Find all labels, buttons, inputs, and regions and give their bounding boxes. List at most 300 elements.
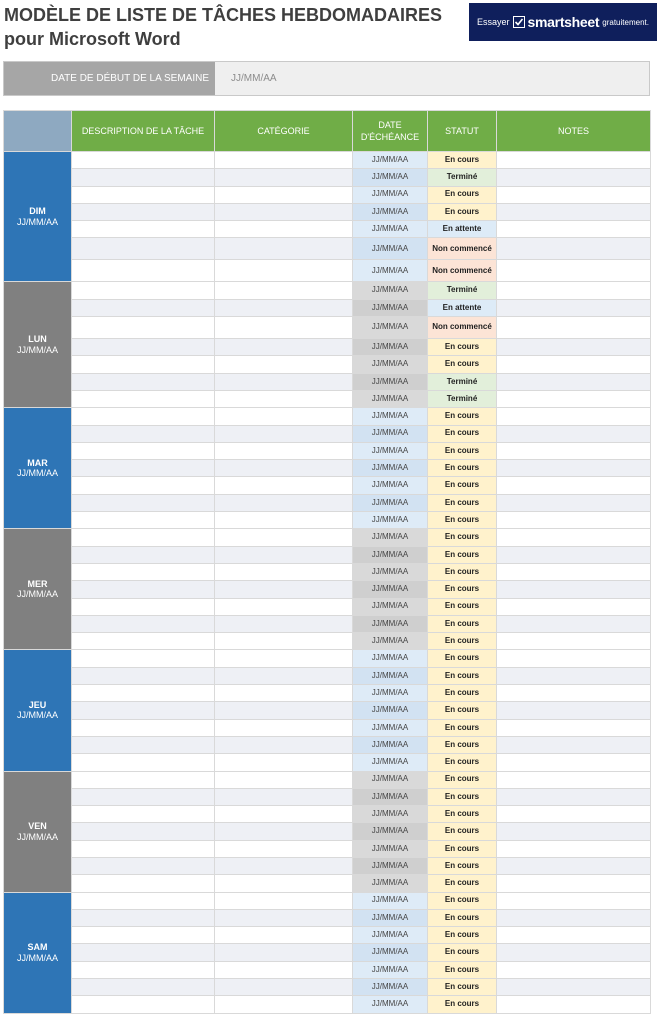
task-due-date-cell[interactable]: JJ/MM/AA: [353, 425, 428, 442]
task-notes-cell[interactable]: [497, 460, 651, 477]
task-notes-cell[interactable]: [497, 425, 651, 442]
task-status-cell[interactable]: En cours: [428, 685, 497, 702]
task-category-cell[interactable]: [215, 169, 353, 186]
table-row: [4, 806, 651, 823]
task-notes-cell[interactable]: [497, 840, 651, 857]
task-due-date-cell[interactable]: JJ/MM/AA: [353, 598, 428, 615]
task-notes-cell[interactable]: [497, 857, 651, 874]
day-date: JJ/MM/AA: [16, 589, 58, 600]
task-due-date-cell[interactable]: JJ/MM/AA: [353, 979, 428, 996]
task-description-cell[interactable]: [72, 685, 215, 702]
task-status-cell[interactable]: En cours: [428, 203, 497, 220]
task-category-cell[interactable]: [215, 238, 353, 260]
task-due-date-cell[interactable]: JJ/MM/AA: [353, 771, 428, 788]
task-notes-cell[interactable]: [497, 152, 651, 169]
task-description-cell[interactable]: [72, 512, 215, 529]
table-row: [4, 771, 651, 788]
task-notes-cell[interactable]: [497, 339, 651, 356]
task-status-cell[interactable]: En cours: [428, 979, 497, 996]
day-cell-jeu: [4, 650, 72, 771]
task-status-cell[interactable]: En cours: [428, 494, 497, 511]
task-category-cell[interactable]: [215, 736, 353, 753]
table-row: [4, 961, 651, 978]
task-status-cell[interactable]: En cours: [428, 909, 497, 926]
task-due-date-cell[interactable]: JJ/MM/AA: [353, 840, 428, 857]
task-status-cell[interactable]: Terminé: [428, 390, 497, 407]
task-due-date-cell[interactable]: JJ/MM/AA: [353, 702, 428, 719]
week-start-bar: [3, 61, 650, 96]
task-description-cell[interactable]: [72, 806, 215, 823]
table-row: [4, 408, 651, 425]
task-status-cell[interactable]: En cours: [428, 546, 497, 563]
task-notes-cell[interactable]: [497, 477, 651, 494]
task-description-cell[interactable]: [72, 563, 215, 580]
task-description-cell[interactable]: [72, 494, 215, 511]
task-category-cell[interactable]: [215, 299, 353, 316]
task-notes-cell[interactable]: [497, 529, 651, 546]
task-category-cell[interactable]: [215, 927, 353, 944]
task-status-cell[interactable]: En cours: [428, 736, 497, 753]
task-description-cell[interactable]: [72, 771, 215, 788]
task-description-cell[interactable]: [72, 667, 215, 684]
table-row: [4, 875, 651, 892]
task-category-cell[interactable]: [215, 477, 353, 494]
task-status-cell[interactable]: En cours: [428, 961, 497, 978]
task-notes-cell[interactable]: [497, 494, 651, 511]
task-notes-cell[interactable]: [497, 186, 651, 203]
task-notes-cell[interactable]: [497, 771, 651, 788]
task-description-cell[interactable]: [72, 390, 215, 407]
task-category-cell[interactable]: [215, 909, 353, 926]
task-status-cell[interactable]: En cours: [428, 563, 497, 580]
task-category-cell[interactable]: [215, 788, 353, 805]
task-description-cell[interactable]: [72, 961, 215, 978]
task-description-cell[interactable]: [72, 996, 215, 1013]
task-description-cell[interactable]: [72, 238, 215, 260]
day-name: SAM: [27, 942, 48, 953]
task-category-cell[interactable]: [215, 408, 353, 425]
task-description-cell[interactable]: [72, 203, 215, 220]
task-category-cell[interactable]: [215, 203, 353, 220]
table-row: [4, 442, 651, 459]
task-description-cell[interactable]: [72, 944, 215, 961]
task-description-cell[interactable]: [72, 460, 215, 477]
table-row: [4, 356, 651, 373]
task-category-cell[interactable]: [215, 650, 353, 667]
task-status-cell[interactable]: En cours: [428, 840, 497, 857]
task-description-cell[interactable]: [72, 633, 215, 650]
task-category-cell[interactable]: [215, 615, 353, 632]
task-status-cell[interactable]: En cours: [428, 186, 497, 203]
task-status-cell[interactable]: Terminé: [428, 282, 497, 299]
table-row: [4, 425, 651, 442]
table-row: [4, 702, 651, 719]
task-notes-cell[interactable]: [497, 598, 651, 615]
task-status-cell[interactable]: En cours: [428, 650, 497, 667]
day-cell-dim: [4, 152, 72, 282]
task-due-date-cell[interactable]: JJ/MM/AA: [353, 944, 428, 961]
task-notes-cell[interactable]: [497, 390, 651, 407]
table-row: [4, 840, 651, 857]
task-notes-cell[interactable]: [497, 260, 651, 282]
task-category-cell[interactable]: [215, 840, 353, 857]
table-row: [4, 317, 651, 339]
table-row: [4, 857, 651, 874]
task-status-cell[interactable]: Non commencé: [428, 260, 497, 282]
table-row: [4, 512, 651, 529]
table-row: [4, 633, 651, 650]
task-category-cell[interactable]: [215, 512, 353, 529]
day-cell-mar: [4, 408, 72, 529]
task-description-cell[interactable]: [72, 719, 215, 736]
week-start-input[interactable]: JJ/MM/AA: [215, 62, 649, 95]
table-row: [4, 221, 651, 238]
task-due-date-cell[interactable]: JJ/MM/AA: [353, 238, 428, 260]
table-row: [4, 299, 651, 316]
task-status-cell[interactable]: En cours: [428, 581, 497, 598]
task-category-cell[interactable]: [215, 685, 353, 702]
task-notes-cell[interactable]: [497, 282, 651, 299]
task-notes-cell[interactable]: [497, 408, 651, 425]
task-due-date-cell[interactable]: JJ/MM/AA: [353, 260, 428, 282]
task-description-cell[interactable]: [72, 221, 215, 238]
task-notes-cell[interactable]: [497, 317, 651, 339]
task-status-cell[interactable]: Terminé: [428, 373, 497, 390]
task-notes-cell[interactable]: [497, 546, 651, 563]
task-status-cell[interactable]: En cours: [428, 408, 497, 425]
task-description-cell[interactable]: [72, 615, 215, 632]
task-status-cell[interactable]: En cours: [428, 460, 497, 477]
table-row: [4, 169, 651, 186]
task-due-date-cell[interactable]: JJ/MM/AA: [353, 186, 428, 203]
task-description-cell[interactable]: [72, 546, 215, 563]
task-category-cell[interactable]: [215, 260, 353, 282]
task-status-cell[interactable]: En cours: [428, 944, 497, 961]
task-due-date-cell[interactable]: JJ/MM/AA: [353, 152, 428, 169]
table-row: [4, 390, 651, 407]
day-date: JJ/MM/AA: [16, 952, 58, 963]
task-due-date-cell[interactable]: JJ/MM/AA: [353, 494, 428, 511]
task-status-cell[interactable]: En cours: [428, 823, 497, 840]
table-row: [4, 667, 651, 684]
day-date: JJ/MM/AA: [16, 831, 58, 842]
page-title: [4, 3, 464, 51]
task-status-cell[interactable]: En attente: [428, 221, 497, 238]
task-notes-cell[interactable]: [497, 823, 651, 840]
task-status-cell[interactable]: En cours: [428, 754, 497, 771]
banner-try-text: Essayer: [477, 17, 510, 27]
task-description-cell[interactable]: [72, 169, 215, 186]
week-start-label: DATE DE DÉBUT DE LA SEMAINE: [4, 62, 215, 95]
task-description-cell[interactable]: [72, 282, 215, 299]
day-date: JJ/MM/AA: [16, 468, 58, 479]
task-notes-cell[interactable]: [497, 996, 651, 1013]
task-status-cell[interactable]: En cours: [428, 633, 497, 650]
task-due-date-cell[interactable]: JJ/MM/AA: [353, 806, 428, 823]
task-category-cell[interactable]: [215, 702, 353, 719]
task-status-cell[interactable]: En cours: [428, 788, 497, 805]
task-description-cell[interactable]: [72, 736, 215, 753]
task-description-cell[interactable]: [72, 875, 215, 892]
task-category-cell[interactable]: [215, 857, 353, 874]
task-due-date-cell[interactable]: JJ/MM/AA: [353, 719, 428, 736]
task-due-date-cell[interactable]: JJ/MM/AA: [353, 512, 428, 529]
task-notes-cell[interactable]: [497, 563, 651, 580]
task-description-cell[interactable]: [72, 260, 215, 282]
task-status-cell[interactable]: En cours: [428, 152, 497, 169]
task-due-date-cell[interactable]: JJ/MM/AA: [353, 169, 428, 186]
task-notes-cell[interactable]: [497, 719, 651, 736]
task-notes-cell[interactable]: [497, 806, 651, 823]
task-due-date-cell[interactable]: JJ/MM/AA: [353, 282, 428, 299]
table-row: [4, 615, 651, 632]
task-description-cell[interactable]: [72, 979, 215, 996]
task-due-date-cell[interactable]: JJ/MM/AA: [353, 927, 428, 944]
task-notes-cell[interactable]: [497, 169, 651, 186]
task-status-cell[interactable]: En cours: [428, 719, 497, 736]
task-notes-cell[interactable]: [497, 685, 651, 702]
task-status-cell[interactable]: En cours: [428, 477, 497, 494]
task-due-date-cell[interactable]: JJ/MM/AA: [353, 892, 428, 909]
task-description-cell[interactable]: [72, 598, 215, 615]
header-status: STATUT: [428, 111, 497, 152]
task-category-cell[interactable]: [215, 996, 353, 1013]
task-status-cell[interactable]: En cours: [428, 806, 497, 823]
table-row: [4, 909, 651, 926]
task-notes-cell[interactable]: [497, 203, 651, 220]
task-status-cell[interactable]: En cours: [428, 529, 497, 546]
task-category-cell[interactable]: [215, 892, 353, 909]
task-due-date-cell[interactable]: JJ/MM/AA: [353, 563, 428, 580]
task-description-cell[interactable]: [72, 373, 215, 390]
day-date: JJ/MM/AA: [16, 344, 58, 355]
task-status-cell[interactable]: En cours: [428, 356, 497, 373]
task-description-cell[interactable]: [72, 927, 215, 944]
table-row: [4, 685, 651, 702]
day-name: VEN: [28, 821, 47, 832]
table-row: [4, 788, 651, 805]
task-category-cell[interactable]: [215, 771, 353, 788]
task-notes-cell[interactable]: [497, 667, 651, 684]
task-category-cell[interactable]: [215, 979, 353, 996]
task-category-cell[interactable]: [215, 373, 353, 390]
checkmark-logo-icon: [513, 16, 525, 28]
task-due-date-cell[interactable]: JJ/MM/AA: [353, 477, 428, 494]
task-status-cell[interactable]: En cours: [428, 667, 497, 684]
task-status-cell[interactable]: En cours: [428, 927, 497, 944]
task-description-cell[interactable]: [72, 650, 215, 667]
task-due-date-cell[interactable]: JJ/MM/AA: [353, 875, 428, 892]
task-due-date-cell[interactable]: JJ/MM/AA: [353, 996, 428, 1013]
task-status-cell[interactable]: En cours: [428, 598, 497, 615]
task-status-cell[interactable]: En cours: [428, 771, 497, 788]
task-due-date-cell[interactable]: JJ/MM/AA: [353, 857, 428, 874]
task-notes-cell[interactable]: [497, 650, 651, 667]
task-category-cell[interactable]: [215, 317, 353, 339]
day-cell-mer: [4, 529, 72, 650]
task-due-date-cell[interactable]: JJ/MM/AA: [353, 339, 428, 356]
task-due-date-cell[interactable]: JJ/MM/AA: [353, 442, 428, 459]
task-category-cell[interactable]: [215, 460, 353, 477]
task-category-cell[interactable]: [215, 339, 353, 356]
task-category-cell[interactable]: [215, 529, 353, 546]
task-due-date-cell[interactable]: JJ/MM/AA: [353, 390, 428, 407]
task-due-date-cell[interactable]: JJ/MM/AA: [353, 615, 428, 632]
task-status-cell[interactable]: Non commencé: [428, 317, 497, 339]
task-category-cell[interactable]: [215, 875, 353, 892]
task-description-cell[interactable]: [72, 477, 215, 494]
task-notes-cell[interactable]: [497, 754, 651, 771]
smartsheet-banner-button[interactable]: [469, 3, 657, 41]
task-description-cell[interactable]: [72, 339, 215, 356]
task-category-cell[interactable]: [215, 961, 353, 978]
task-status-cell[interactable]: En cours: [428, 702, 497, 719]
task-table-body: [4, 152, 651, 1014]
task-notes-cell[interactable]: [497, 442, 651, 459]
task-category-cell[interactable]: [215, 186, 353, 203]
task-due-date-cell[interactable]: JJ/MM/AA: [353, 650, 428, 667]
table-row: [4, 581, 651, 598]
task-description-cell[interactable]: [72, 840, 215, 857]
task-due-date-cell[interactable]: JJ/MM/AA: [353, 373, 428, 390]
task-due-date-cell[interactable]: JJ/MM/AA: [353, 529, 428, 546]
task-status-cell[interactable]: En attente: [428, 299, 497, 316]
task-due-date-cell[interactable]: JJ/MM/AA: [353, 460, 428, 477]
table-row: [4, 650, 651, 667]
table-row: [4, 736, 651, 753]
task-description-cell[interactable]: [72, 442, 215, 459]
task-category-cell[interactable]: [215, 806, 353, 823]
task-status-cell[interactable]: En cours: [428, 615, 497, 632]
task-description-cell[interactable]: [72, 909, 215, 926]
task-status-cell[interactable]: En cours: [428, 996, 497, 1013]
task-status-cell[interactable]: En cours: [428, 512, 497, 529]
task-status-cell[interactable]: En cours: [428, 442, 497, 459]
task-notes-cell[interactable]: [497, 238, 651, 260]
task-description-cell[interactable]: [72, 186, 215, 203]
task-category-cell[interactable]: [215, 563, 353, 580]
task-category-cell[interactable]: [215, 494, 353, 511]
task-notes-cell[interactable]: [497, 615, 651, 632]
task-category-cell[interactable]: [215, 390, 353, 407]
task-notes-cell[interactable]: [497, 581, 651, 598]
task-notes-cell[interactable]: [497, 633, 651, 650]
task-category-cell[interactable]: [215, 754, 353, 771]
task-category-cell[interactable]: [215, 598, 353, 615]
task-due-date-cell[interactable]: JJ/MM/AA: [353, 909, 428, 926]
task-notes-cell[interactable]: [497, 979, 651, 996]
task-due-date-cell[interactable]: JJ/MM/AA: [353, 581, 428, 598]
task-description-cell[interactable]: [72, 581, 215, 598]
task-notes-cell[interactable]: [497, 961, 651, 978]
task-status-cell[interactable]: En cours: [428, 875, 497, 892]
task-category-cell[interactable]: [215, 633, 353, 650]
task-notes-cell[interactable]: [497, 356, 651, 373]
task-due-date-cell[interactable]: JJ/MM/AA: [353, 961, 428, 978]
task-category-cell[interactable]: [215, 282, 353, 299]
task-description-cell[interactable]: [72, 754, 215, 771]
task-category-cell[interactable]: [215, 823, 353, 840]
task-description-cell[interactable]: [72, 892, 215, 909]
table-row: [4, 996, 651, 1013]
table-row: [4, 282, 651, 299]
task-description-cell[interactable]: [72, 356, 215, 373]
task-category-cell[interactable]: [215, 581, 353, 598]
task-due-date-cell[interactable]: JJ/MM/AA: [353, 754, 428, 771]
task-status-cell[interactable]: En cours: [428, 339, 497, 356]
task-notes-cell[interactable]: [497, 909, 651, 926]
task-notes-cell[interactable]: [497, 221, 651, 238]
task-status-cell[interactable]: Non commencé: [428, 238, 497, 260]
task-category-cell[interactable]: [215, 719, 353, 736]
task-due-date-cell[interactable]: JJ/MM/AA: [353, 203, 428, 220]
task-notes-cell[interactable]: [497, 299, 651, 316]
task-due-date-cell[interactable]: JJ/MM/AA: [353, 408, 428, 425]
task-notes-cell[interactable]: [497, 512, 651, 529]
task-notes-cell[interactable]: [497, 875, 651, 892]
task-due-date-cell[interactable]: JJ/MM/AA: [353, 356, 428, 373]
task-category-cell[interactable]: [215, 221, 353, 238]
table-row: [4, 754, 651, 771]
task-description-cell[interactable]: [72, 823, 215, 840]
task-status-cell[interactable]: En cours: [428, 892, 497, 909]
task-description-cell[interactable]: [72, 317, 215, 339]
task-category-cell[interactable]: [215, 152, 353, 169]
table-row: [4, 260, 651, 282]
task-description-cell[interactable]: [72, 857, 215, 874]
task-category-cell[interactable]: [215, 442, 353, 459]
task-category-cell[interactable]: [215, 546, 353, 563]
task-due-date-cell[interactable]: JJ/MM/AA: [353, 633, 428, 650]
task-notes-cell[interactable]: [497, 892, 651, 909]
task-notes-cell[interactable]: [497, 927, 651, 944]
task-due-date-cell[interactable]: JJ/MM/AA: [353, 667, 428, 684]
task-description-cell[interactable]: [72, 152, 215, 169]
task-status-cell[interactable]: En cours: [428, 425, 497, 442]
task-due-date-cell[interactable]: JJ/MM/AA: [353, 736, 428, 753]
task-notes-cell[interactable]: [497, 702, 651, 719]
task-description-cell[interactable]: [72, 702, 215, 719]
header-category: CATÉGORIE: [215, 111, 353, 152]
task-table: [3, 110, 651, 1014]
task-due-date-cell[interactable]: JJ/MM/AA: [353, 685, 428, 702]
task-description-cell[interactable]: [72, 529, 215, 546]
task-category-cell[interactable]: [215, 425, 353, 442]
task-category-cell[interactable]: [215, 944, 353, 961]
task-status-cell[interactable]: Terminé: [428, 169, 497, 186]
task-status-cell[interactable]: En cours: [428, 857, 497, 874]
task-notes-cell[interactable]: [497, 944, 651, 961]
header-corner: [4, 111, 72, 152]
task-notes-cell[interactable]: [497, 736, 651, 753]
task-description-cell[interactable]: [72, 299, 215, 316]
task-due-date-cell[interactable]: JJ/MM/AA: [353, 221, 428, 238]
task-due-date-cell[interactable]: JJ/MM/AA: [353, 299, 428, 316]
task-due-date-cell[interactable]: JJ/MM/AA: [353, 823, 428, 840]
task-description-cell[interactable]: [72, 425, 215, 442]
task-notes-cell[interactable]: [497, 373, 651, 390]
task-description-cell[interactable]: [72, 408, 215, 425]
task-notes-cell[interactable]: [497, 788, 651, 805]
task-description-cell[interactable]: [72, 788, 215, 805]
task-due-date-cell[interactable]: JJ/MM/AA: [353, 546, 428, 563]
task-category-cell[interactable]: [215, 667, 353, 684]
task-due-date-cell[interactable]: JJ/MM/AA: [353, 317, 428, 339]
table-row: [4, 529, 651, 546]
task-category-cell[interactable]: [215, 356, 353, 373]
table-row: [4, 477, 651, 494]
task-due-date-cell[interactable]: JJ/MM/AA: [353, 788, 428, 805]
